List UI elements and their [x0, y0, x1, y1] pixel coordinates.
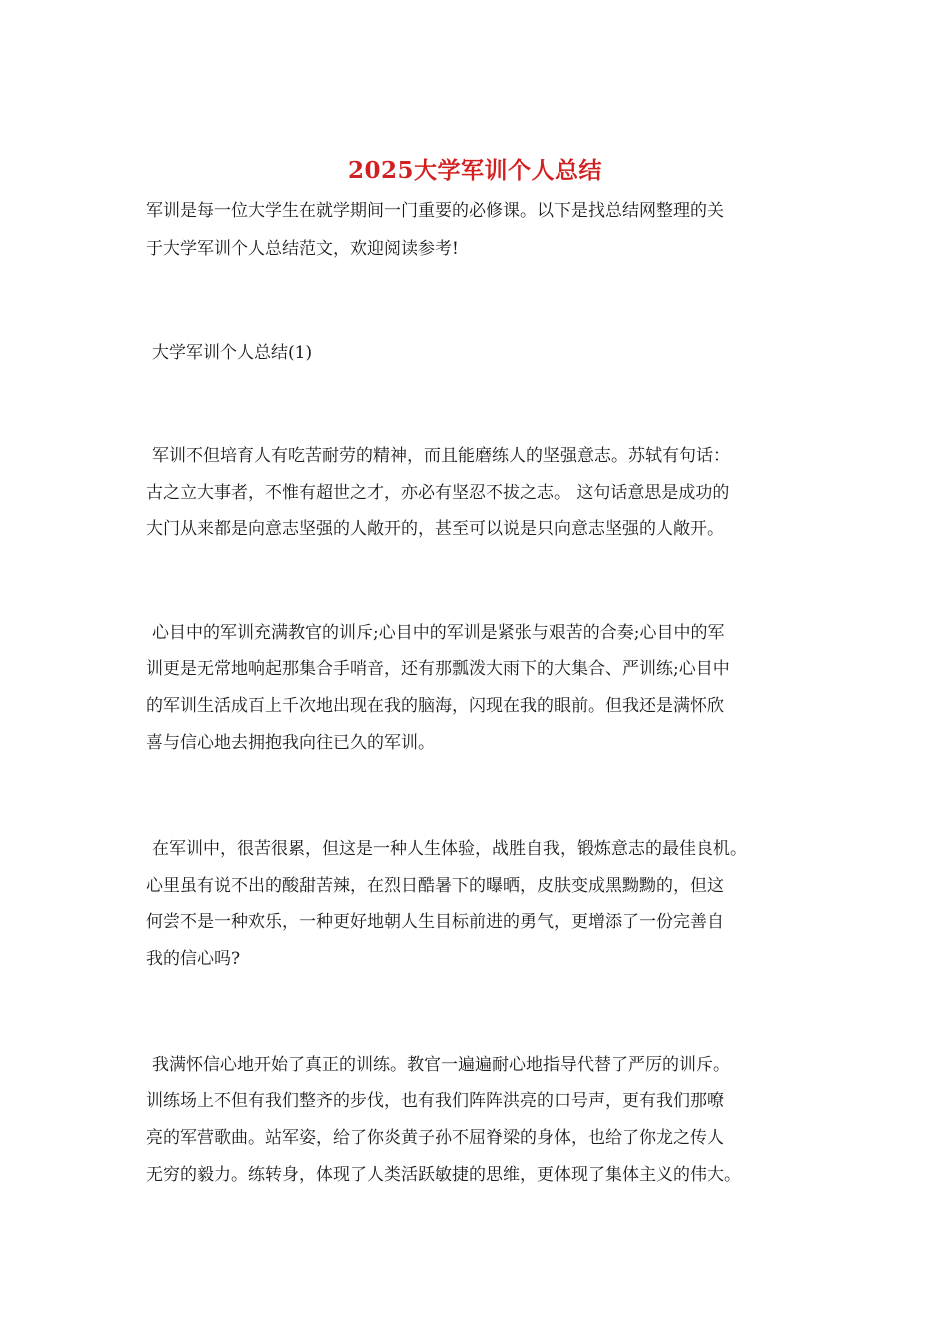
paragraph-line: 心里虽有说不出的酸甜苦辣，在烈日酷暑下的曝晒，皮肤变成黑黝黝的，但这: [146, 876, 724, 896]
paragraph-line: 军训不但培育人有吃苦耐劳的精神，而且能磨练人的坚强意志。苏轼有句话：: [152, 446, 730, 466]
paragraph-line: 大门从来都是向意志坚强的人敞开的，甚至可以说是只向意志坚强的人敞开。: [146, 519, 724, 539]
paragraph-line: 在军训中，很苦很累，但这是一种人生体验，战胜自我，锻炼意志的最佳良机。: [152, 839, 747, 859]
paragraph-line: 心目中的军训充满教官的训斥;心目中的军训是紧张与艰苦的合奏;心目中的军: [152, 623, 725, 643]
paragraph-line: 无穷的毅力。练转身，体现了人类活跃敏捷的思维，更体现了集体主义的伟大。: [146, 1165, 741, 1185]
paragraph-line: 亮的军营歌曲。站军姿，给了你炎黄子孙不屈脊梁的身体，也给了你龙之传人: [146, 1128, 724, 1148]
section-heading: 大学军训个人总结(1): [152, 343, 313, 363]
intro-line: 于大学军训个人总结范文，欢迎阅读参考!: [146, 239, 459, 259]
document-title: 2025大学军训个人总结: [347, 157, 602, 184]
paragraph-line: 我满怀信心地开始了真正的训练。教官一遍遍耐心地指导代替了严厉的训斥。: [152, 1055, 730, 1075]
intro-line: 军训是每一位大学生在就学期间一门重要的必修课。以下是找总结网整理的关: [146, 201, 724, 221]
paragraph-line: 训练场上不但有我们整齐的步伐，也有我们阵阵洪亮的口号声，更有我们那嘹: [146, 1091, 724, 1111]
paragraph-line: 何尝不是一种欢乐，一种更好地朝人生目标前进的勇气，更增添了一份完善自: [146, 912, 724, 932]
paragraph-line: 喜与信心地去拥抱我向往已久的军训。: [146, 733, 435, 753]
paragraph-line: 的军训生活成百上千次地出现在我的脑海，闪现在我的眼前。但我还是满怀欣: [146, 696, 724, 716]
paragraph-line: 古之立大事者，不惟有超世之才，亦必有坚忍不拔之志。 这句话意思是成功的: [146, 483, 730, 503]
paragraph-line: 我的信心吗?: [146, 949, 241, 969]
paragraph-line: 训更是无常地响起那集合手哨音，还有那瓢泼大雨下的大集合、严训练;心目中: [146, 659, 730, 679]
